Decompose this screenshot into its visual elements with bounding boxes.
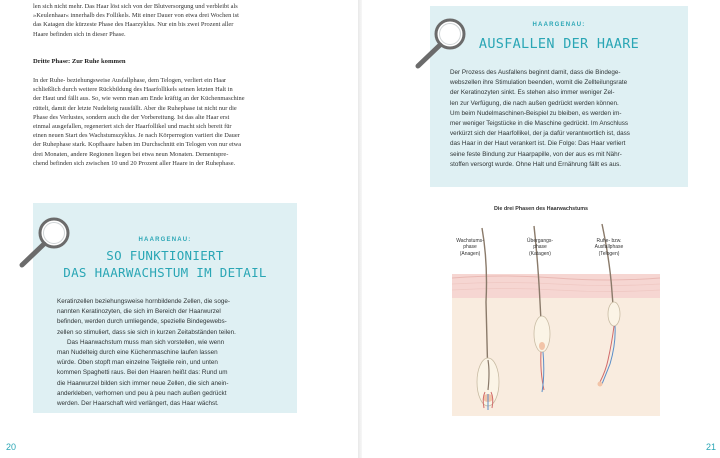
text-line: die Haarwurzel bilden sich immer neue Zellen, die sich anein- (57, 379, 229, 387)
text-line: man Nudelteig durch eine Küchenmaschine laufen lassen (57, 349, 218, 357)
text-line: das Katagen die kürzeste Phase des Haarzyklus. Nur ein bis zwei Prozent aller (33, 21, 234, 29)
text-line: werden. Der Haarschaft wird verlängert, das Haar wächst. (57, 400, 219, 408)
label-line: Wachstums- (456, 238, 484, 244)
text-line: einen neuen Start des Wachstumszyklus. Je nach Körperregion variiert die Dauer (33, 132, 240, 140)
box-kicker: HAARGENAU: (138, 237, 192, 243)
box-title-line: SO FUNKTIONIERT (106, 248, 224, 263)
text-line: len sich nicht mehr. Das Haar löst sich von der Blutversorgung und verbleibt als (33, 3, 238, 10)
right-page (362, 0, 720, 458)
text-line: len zur Verfügung, die nach außen gedrückt werden können. (450, 99, 619, 107)
label-line: Übergangs- (526, 238, 554, 244)
text-line: Um beim Nudelmaschinen-Beispiel zu bleiben, es werden im- (450, 109, 622, 117)
label-line: phase (533, 244, 547, 251)
label-line: Ruhe- bzw. (596, 238, 622, 244)
label-line: (Katagen) (529, 250, 551, 257)
text-line: Phase des Verlustes, sondern auch die der Vorbereitung. Ist das alte Haar erst (33, 113, 230, 121)
box-body (57, 297, 289, 409)
text-line: In der Ruhe- beziehungsweise Ausfallphase, dem Telogen, verliert ein Haar (33, 77, 227, 84)
text-line: Das Haarwachstum muss man sich vorstellen, wie wenn (67, 338, 225, 346)
text-line: drei Monaten, andere Regionen liegen bei etwa neun Monaten. Dementspre- (33, 150, 229, 158)
text-line: schließlich durch weitere Rückbildung des Haarfollikels seinen letzten Halt in (33, 86, 233, 94)
box-kicker: HAARGENAU: (532, 22, 586, 28)
page-number: 21 (706, 442, 717, 452)
text-line: stoffen versorgt wurde. Ohne Halt und Ernährung fällt es aus. (450, 160, 622, 168)
label-telogen (584, 238, 634, 257)
section-subhead: Dritte Phase: Zur Ruhe kommen (33, 58, 126, 65)
box-title-line: DAS HAARWACHSTUM IM DETAIL (63, 265, 267, 280)
text-line: rüttelt, damit der letzte Nudelteig rausfällt. Aber die Ruhephase ist nicht nur die (33, 104, 237, 112)
label-line: Ausfallphase (594, 244, 624, 251)
text-line: Haare befinden sich in dieser Phase. (33, 30, 126, 38)
magnifier-icon (410, 14, 472, 70)
text-line: verkürzt sich der Haarfollikel, der ja dafür verantwortlich ist, dass (450, 130, 630, 138)
left-page (0, 0, 358, 458)
text-line: nannten Keratinozyten, die sich im Bereich der Haarwurzel (57, 308, 221, 316)
text-line: kommen Spaghetti raus. Bei den Haaren heißt das: Rund um (57, 369, 228, 377)
text-line: einmal ausgefallen, regeneriert sich der Haarfollikel und macht sich bereit für (33, 123, 232, 131)
text-line: würde. Oben stopft man einzelne Teigteile rein, und unten (57, 359, 218, 367)
text-line: webszellen ihre Stimulation beenden, womit die Zellteilungsrate (450, 79, 628, 87)
magnifier-icon (14, 213, 76, 269)
label-anagen (448, 238, 492, 257)
label-katagen (518, 238, 562, 257)
text-line: der Ruhephase stark. Kopfhaare haben im Durchschnitt ein Telogen von nur etwa (33, 141, 242, 149)
text-line: befinden, werden durch umliegende, spezielle Bindegewebs- (57, 318, 227, 326)
left-phase-text (33, 76, 289, 168)
text-line: »Keulenhaar« innerhalb des Follikels. Mit einer Dauer von etwa drei Wochen ist (33, 12, 239, 20)
text-line: Der Prozess des Ausfallens beginnt damit, dass die Bindege- (450, 69, 621, 76)
text-line: anderkleben, verhornen und peu à peu nach außen gedrückt (57, 389, 227, 397)
text-line: seine feste Bindung zur Haarpapille, von der aus es mit Nähr- (450, 150, 622, 158)
diagram-title: Die drei Phasen des Haarwachstums (493, 206, 589, 212)
box-title: AUSFALLEN DER HAARE (478, 36, 640, 52)
text-line: der Haut und fällt aus. So, wie wenn man am Ende kräftig an der Küchenmaschine (33, 95, 245, 103)
text-line: Keratinzellen beziehungsweise hornbildende Zellen, die soge- (57, 298, 230, 305)
box-body (450, 68, 684, 170)
text-line: der Keratinozyten sinkt. Es stehen also immer weniger Zel- (450, 89, 615, 97)
label-line: (Telogen) (598, 250, 620, 257)
page-number: 20 (6, 442, 17, 452)
label-line: (Anagen) (459, 250, 481, 257)
text-line: zellen so stimuliert, dass sie sich in kurzen Zeitabständen teilen. (57, 328, 236, 336)
left-top-text (33, 2, 289, 39)
text-line: mer weniger Teigstücke in die Maschine gedrückt. Im Anschluss (450, 120, 629, 128)
text-line: chend befinden sich zwischen 10 und 20 Prozent aller Haare in der Ruhephase. (33, 159, 236, 167)
label-line: phase (463, 244, 477, 251)
text-line: das Haar in der Haut verankert ist. Die Folge: Das Haar verliert (450, 140, 626, 148)
